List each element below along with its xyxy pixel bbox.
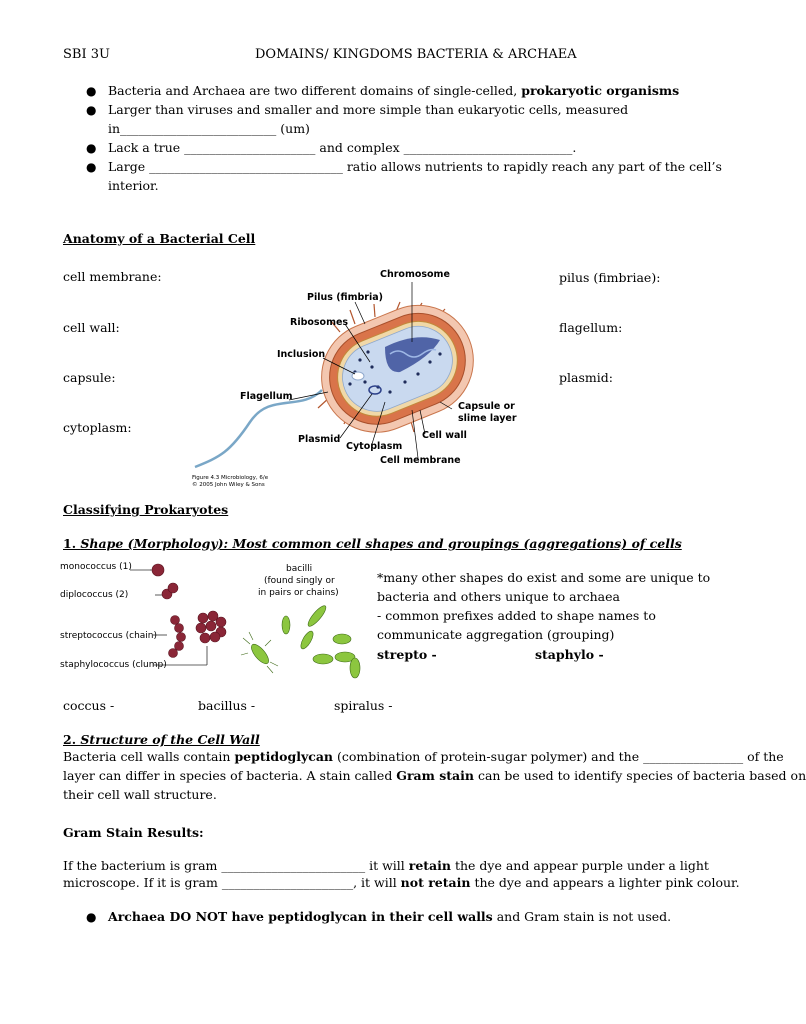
bullet-dot: ● bbox=[86, 910, 97, 924]
intro-bullet-4-line2: interior. bbox=[108, 178, 159, 193]
shape-note-line-2: bacteria and others unique to archaea bbox=[377, 589, 620, 604]
gram-line-1: If the bacterium is gram _______________________ it will retain the dye and appear purple under a light bbox=[63, 858, 709, 873]
archaea-note: Archaea DO NOT have peptidoglycan in their cell walls and Gram stain is not used. bbox=[108, 909, 672, 924]
cell-wall-paragraph-line-3: their cell wall structure. bbox=[63, 787, 217, 802]
prefix-staphylo: staphylo - bbox=[535, 647, 604, 662]
shape-label-bacilli-2: (found singly or bbox=[264, 576, 335, 586]
label-cell-wall: cell wall: bbox=[63, 320, 120, 335]
diagram-label-capsule-2: slime layer bbox=[458, 413, 517, 424]
shape-coccus: coccus - bbox=[63, 698, 115, 713]
bullet-dot: ● bbox=[86, 141, 97, 155]
diagram-label-pilus: Pilus (fimbria) bbox=[307, 292, 383, 303]
shape-spiralus: spiralus - bbox=[334, 698, 393, 713]
diagram-label-inclusion: Inclusion bbox=[277, 349, 326, 360]
label-plasmid: plasmid: bbox=[559, 370, 613, 385]
diagram-label-capsule-1: Capsule or bbox=[458, 401, 515, 412]
diagram-label-plasmid: Plasmid bbox=[298, 434, 341, 445]
bullet-dot: ● bbox=[86, 84, 97, 98]
shape-label-bacilli-3: in pairs or chains) bbox=[258, 588, 339, 598]
shape-label-staphylococcus: staphylococcus (clump) bbox=[60, 660, 167, 670]
diagram-label-flagellum: Flagellum bbox=[240, 391, 293, 402]
figure-caption-1: Figure 4.3 Microbiology, 6/e bbox=[192, 475, 269, 481]
page-title: DOMAINS/ KINGDOMS BACTERIA & ARCHAEA bbox=[255, 47, 577, 62]
intro-bullet-2-line1: Larger than viruses and smaller and more simple than eukaryotic cells, measured bbox=[108, 102, 629, 117]
prefix-strepto: strepto - bbox=[377, 647, 437, 662]
cell-wall-paragraph-line-2: layer can differ in species of bacteria. A stain called Gram stain can be used to identify species of bacteria based on bbox=[63, 768, 806, 783]
intro-bullet-4-line1: Large _______________________________ ratio allows nutrients to rapidly reach any part of the cell’s bbox=[108, 159, 722, 174]
label-capsule: capsule: bbox=[63, 370, 116, 385]
label-flagellum: flagellum: bbox=[559, 320, 623, 335]
intro-bullet-1: Bacteria and Archaea are two different domains of single-celled, prokaryotic organisms bbox=[108, 83, 680, 98]
figure-caption-2: © 2005 John Wiley & Sons bbox=[192, 482, 265, 488]
shape-label-monococcus: monococcus (1) bbox=[60, 562, 132, 572]
diagram-label-cell-membrane: Cell membrane bbox=[380, 455, 461, 466]
shape-label-bacilli: bacilli bbox=[286, 564, 313, 574]
shape-bacillus: bacillus - bbox=[198, 698, 256, 713]
cell-wall-paragraph-line-1: Bacteria cell walls contain peptidoglycan (combination of protein-sugar polymer) and the ________________ of the bbox=[63, 749, 784, 764]
bullet-dot: ● bbox=[86, 160, 97, 174]
shape-label-streptococcus: streptococcus (chain) bbox=[60, 631, 158, 641]
diagram-label-cytoplasm: Cytoplasm bbox=[346, 441, 403, 452]
diagram-label-chromosome: Chromosome bbox=[380, 269, 450, 280]
intro-bullet-2-line2: in_________________________ (um) bbox=[108, 121, 310, 136]
label-cytoplasm: cytoplasm: bbox=[63, 420, 132, 435]
gram-stain-heading: Gram Stain Results: bbox=[63, 825, 204, 840]
bullet-dot: ● bbox=[86, 103, 97, 117]
shape-heading: 1. Shape (Morphology): Most common cell shapes and groupings (aggregations) of cells bbox=[63, 536, 682, 551]
course-code: SBI 3U bbox=[63, 47, 110, 62]
cell-wall-heading: 2. Structure of the Cell Wall bbox=[63, 732, 260, 747]
anatomy-heading: Anatomy of a Bacterial Cell bbox=[63, 231, 256, 246]
shape-note-line-1: *many other shapes do exist and some are unique to bbox=[377, 570, 711, 585]
diagram-label-ribosomes: Ribosomes bbox=[290, 317, 349, 328]
gram-line-2: microscope. If it is gram _____________________, it will not retain the dye and appears a lighter pink colour. bbox=[63, 875, 740, 890]
diagram-label-cell-wall: Cell wall bbox=[422, 430, 467, 441]
shape-note-line-3: - common prefixes added to shape names to bbox=[377, 608, 656, 623]
shape-label-diplococcus: diplococcus (2) bbox=[60, 590, 129, 600]
label-cell-membrane: cell membrane: bbox=[63, 269, 162, 284]
shape-note-line-4: communicate aggregation (grouping) bbox=[377, 627, 615, 642]
label-pilus: pilus (fimbriae): bbox=[559, 270, 661, 285]
intro-bullet-3: Lack a true _____________________ and complex ___________________________. bbox=[108, 140, 577, 155]
classifying-heading: Classifying Prokaryotes bbox=[63, 502, 229, 517]
